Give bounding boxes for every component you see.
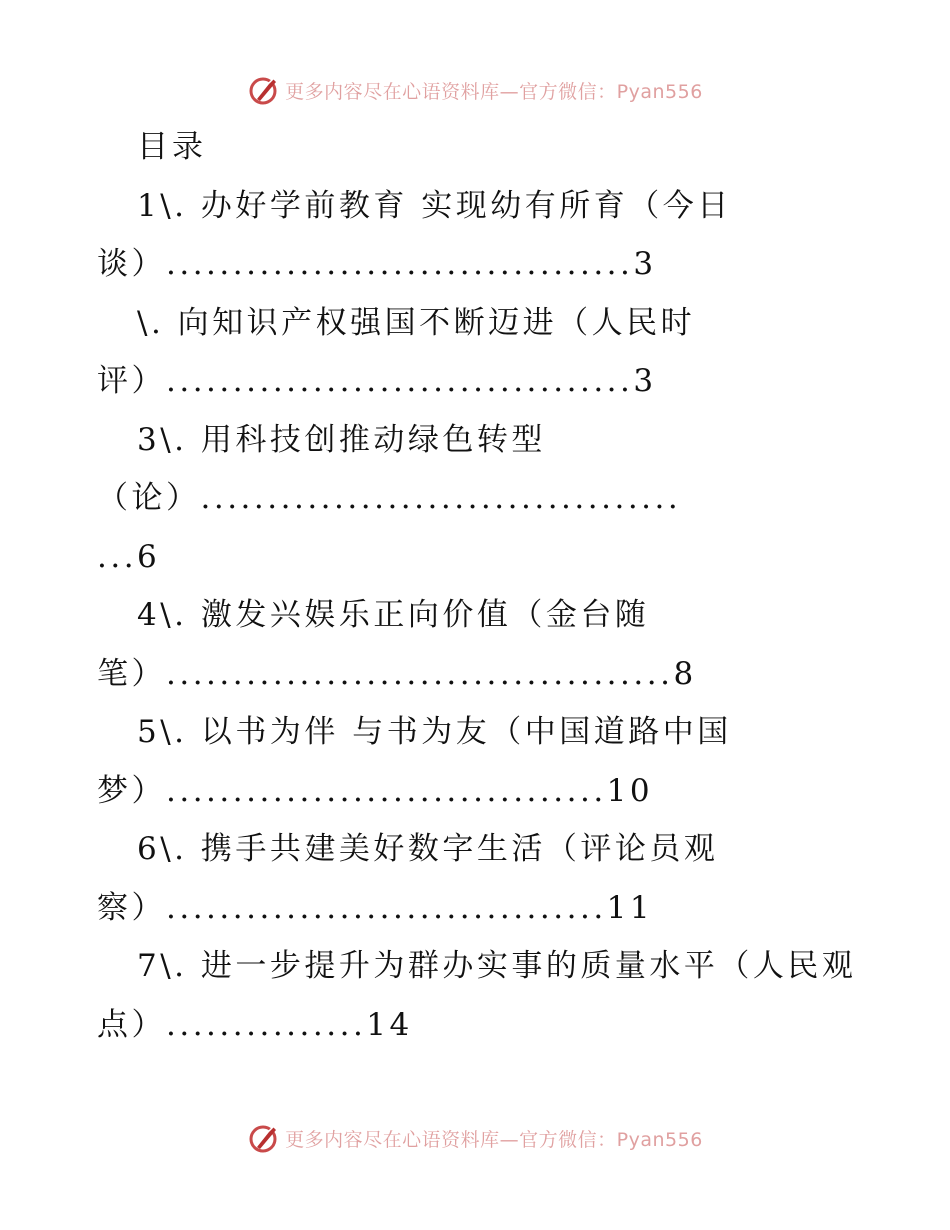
watermark-text: 更多内容尽在心语资料库—官方微信：Pyan556 <box>285 1128 703 1151</box>
quill-pen-circle-icon <box>247 73 281 107</box>
toc-entry-title: \. 向知识产权强国不断迈进（人民时 <box>137 304 696 341</box>
toc-entry-leader: 谈）...................................3 <box>97 246 657 282</box>
toc-entry-leader: 梦）.................................10 <box>97 772 654 809</box>
toc-entry-leader: （论）.................................... <box>97 480 682 516</box>
watermark-text: 更多内容尽在心语资料库—官方微信：Pyan556 <box>285 80 703 103</box>
toc-entry-title: 6\. 携手共建美好数字生活（评论员观 <box>137 831 719 867</box>
toc-entry-title: 4\. 激发兴娱乐正向价值（金台随 <box>137 597 650 633</box>
quill-pen-circle-icon <box>247 1121 281 1155</box>
toc-entry-leader: 察）.................................11 <box>97 889 654 926</box>
toc-entry-leader-continued: ...6 <box>97 538 161 575</box>
toc-entry-title: 7\. 进一步提升为群办实事的质量水平（人民观 <box>137 948 857 984</box>
toc-entry-leader: 笔）......................................8 <box>97 655 697 692</box>
toc-entry-leader: 评）...................................3 <box>97 363 657 399</box>
header-watermark <box>0 70 950 110</box>
toc-title: 目录 <box>137 129 207 165</box>
toc-entry-title: 5\. 以书为伴 与书为友（中国道路中国 <box>137 714 732 750</box>
toc-entry-title: 3\. 用科技创推动绿色转型 <box>137 421 546 458</box>
toc-entry-title: 1\. 办好学前教育 实现幼有所育（今日 <box>137 187 732 224</box>
toc-entry-leader: 点）...............14 <box>97 1006 413 1043</box>
footer-watermark <box>0 1118 950 1158</box>
table-of-contents <box>97 118 857 1054</box>
